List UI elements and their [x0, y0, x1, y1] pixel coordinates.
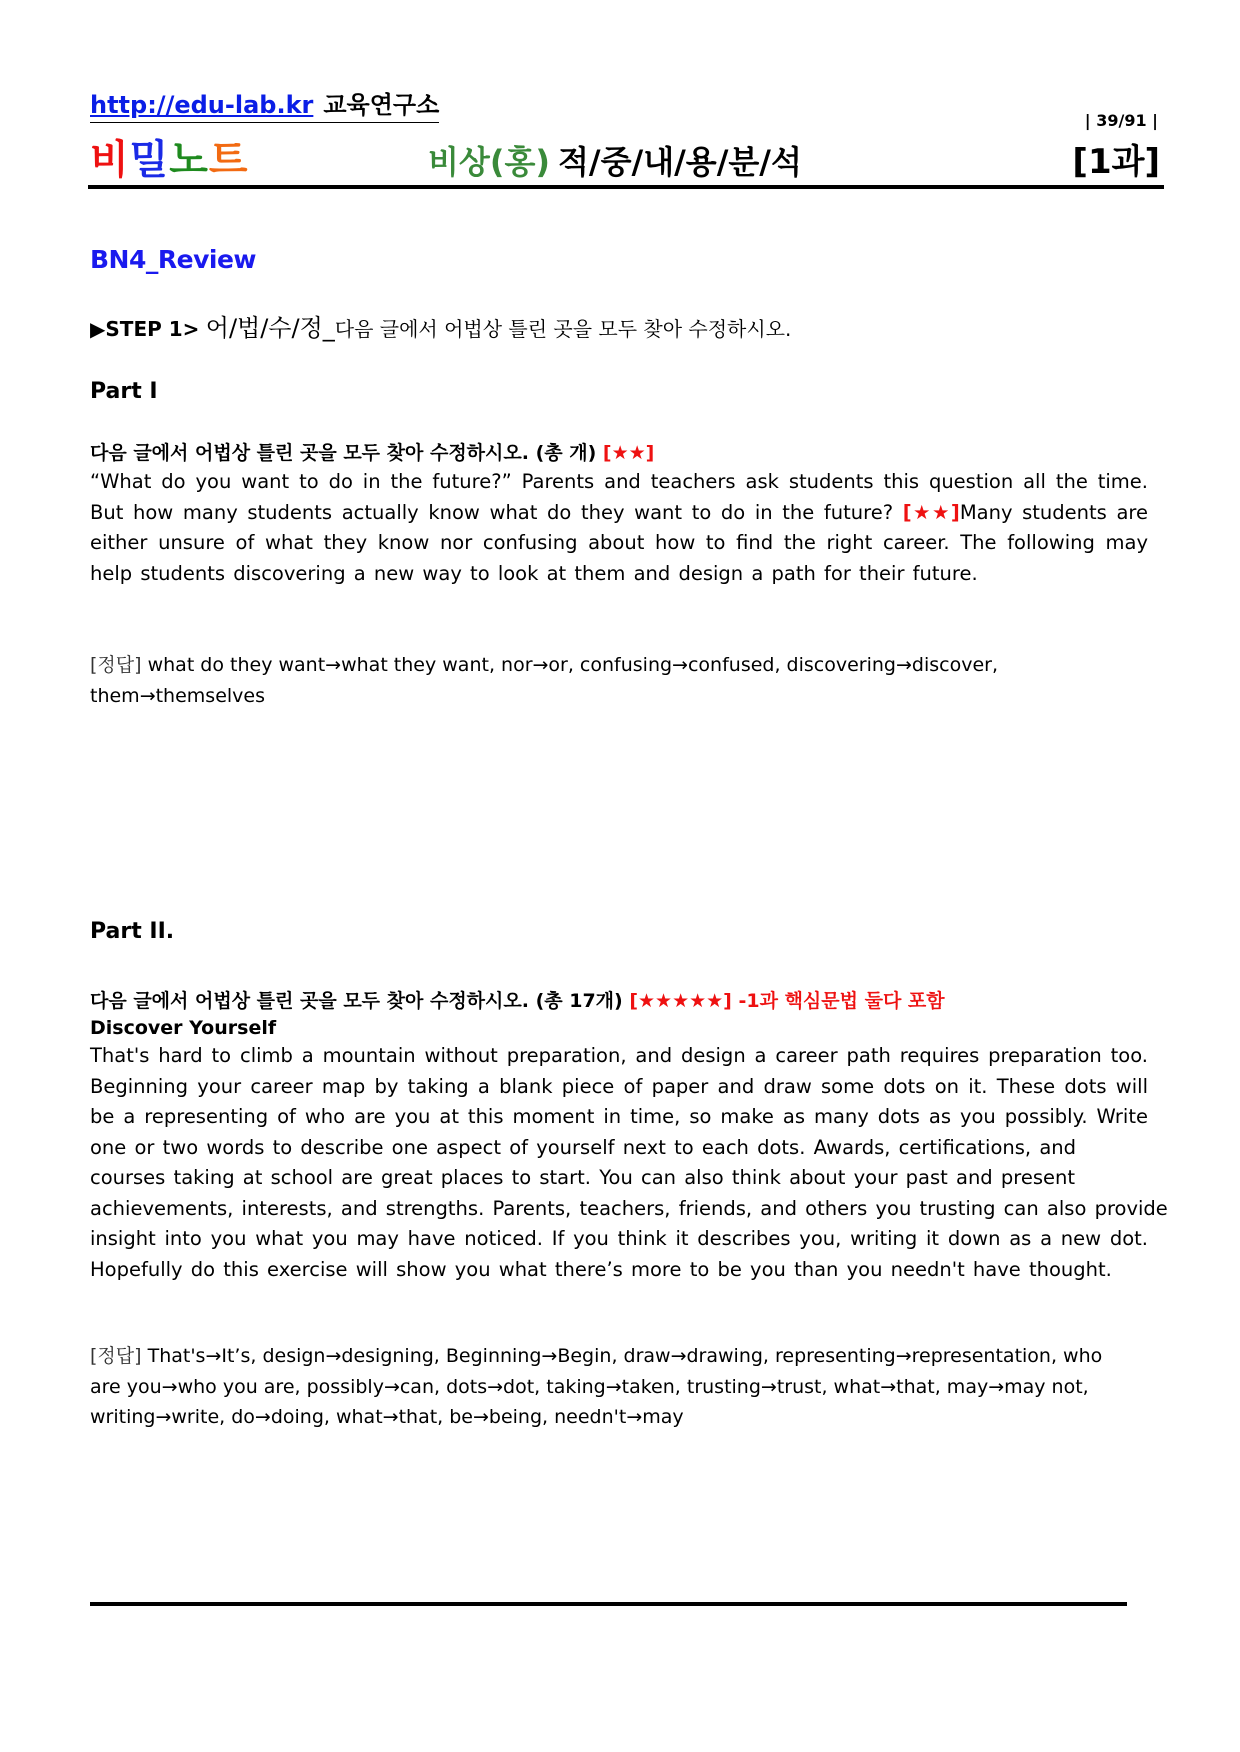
- header-title: [428, 142, 802, 182]
- part-1-passage: [90, 467, 1148, 589]
- part-1-question: [90, 440, 654, 466]
- passage-line: That's hard to climb a mountain without preparation, and design a career path requires preparation too.: [90, 1044, 1148, 1067]
- org-name: 교육연구소: [323, 91, 440, 119]
- answer-tag: [정답]: [90, 1345, 142, 1367]
- passage-line: insight into you what you may have noticed. If you think it describes you, writing it down as a new dot.: [90, 1227, 1148, 1250]
- footer-divider: [90, 1602, 1127, 1606]
- part-2-passage: [90, 1041, 1168, 1285]
- passage-line: one or two words to describe one aspect of yourself next to each dots. Awards, certifications, and: [90, 1135, 1077, 1159]
- header-divider: [88, 185, 1164, 189]
- brand-char-1: 비: [90, 137, 130, 183]
- answer-text: That's→It’s, design→designing, Beginning→Begin, draw→drawing, representing→representation, who: [147, 1345, 1103, 1367]
- answer-line: them→themselves: [90, 684, 265, 707]
- triangle-marker-icon: ▶: [90, 317, 106, 341]
- passage-line: courses taking at school are great places to start. You can also think about your past and present: [90, 1166, 1076, 1189]
- passage-line-text: Many students are: [959, 500, 1148, 524]
- lesson-label: [1과]: [1072, 142, 1160, 182]
- doc-title: 적/중/내/용/분/석: [558, 143, 802, 181]
- publisher-label: 비상(홍): [428, 143, 550, 181]
- step-instruction: [90, 315, 791, 342]
- passage-line: achievements, interests, and strengths. Parents, teachers, friends, and others you trusting can also provide: [90, 1196, 1168, 1220]
- brand-char-4: 트: [208, 137, 249, 183]
- passage-line: Hopefully do this exercise will show you what there’s more to be you than you needn't have thought.: [90, 1257, 1112, 1281]
- passage-line: [90, 498, 1148, 529]
- part-2-question: [90, 988, 945, 1014]
- step-category: 어/법/수/정_: [205, 314, 335, 342]
- passage-line: be a representing of who are you at this moment in time, so make as many dots as you possibly. Write: [90, 1105, 1148, 1128]
- answer-line: are you→who you are, possibly→can, dots→dot, taking→taken, trusting→trust, what→that, may→may not,: [90, 1375, 1089, 1398]
- part-2-answer: [90, 1341, 1148, 1433]
- passage-title: Discover Yourself: [90, 1017, 277, 1039]
- answer-text: what do they want→what they want, nor→or, confusing→confused, discovering→discover,: [147, 654, 999, 676]
- brand-char-2: 밀: [129, 137, 170, 183]
- brand-char-3: 노: [169, 137, 209, 183]
- part-1-heading: Part I: [90, 379, 158, 404]
- part-2-note: -1과 핵심문법 둘다 포함: [738, 990, 945, 1012]
- step-text: 다음 글에서 어법상 틀린 곳을 모두 찾아 수정하시오.: [334, 317, 792, 341]
- part-2-question-text: 다음 글에서 어법상 틀린 곳을 모두 찾아 수정하시오. (총 17개): [90, 990, 623, 1012]
- answer-line: [90, 1341, 1148, 1372]
- page-indicator: | 39/91 |: [1084, 111, 1158, 130]
- passage-line: help students discovering a new way to look at them and design a path for their future.: [90, 561, 978, 585]
- passage-line: Beginning your career map by taking a blank piece of paper and draw some dots on it. These dots will: [90, 1074, 1148, 1098]
- answer-line: [90, 650, 1148, 681]
- part-2-heading: Part II.: [90, 919, 175, 944]
- part-1-question-text: 다음 글에서 어법상 틀린 곳을 모두 찾아 수정하시오. (총 개): [90, 442, 597, 464]
- header-site-line: [90, 90, 439, 123]
- section-title: BN4_Review: [90, 245, 256, 274]
- passage-line: either unsure of what they know nor confusing about how to find the right career. The following may: [90, 531, 1148, 554]
- site-link[interactable]: http://edu-lab.kr: [90, 91, 314, 119]
- part-1-difficulty: [★★]: [602, 442, 655, 464]
- answer-line: writing→write, do→doing, what→that, be→being, needn't→may: [90, 1406, 684, 1428]
- passage-line: “What do you want to do in the future?” Parents and teachers ask students this question all the time.: [90, 470, 1148, 493]
- brand-logo: [90, 136, 249, 184]
- part-1-answer: [90, 650, 1148, 711]
- step-label: STEP 1>: [105, 317, 200, 341]
- part-2-difficulty: [★★★★★]: [629, 990, 732, 1012]
- inline-difficulty: [★★]: [902, 500, 960, 524]
- answer-tag: [정답]: [90, 654, 142, 676]
- passage-line-text: But how many students actually know what do they want to do in the future?: [90, 500, 894, 524]
